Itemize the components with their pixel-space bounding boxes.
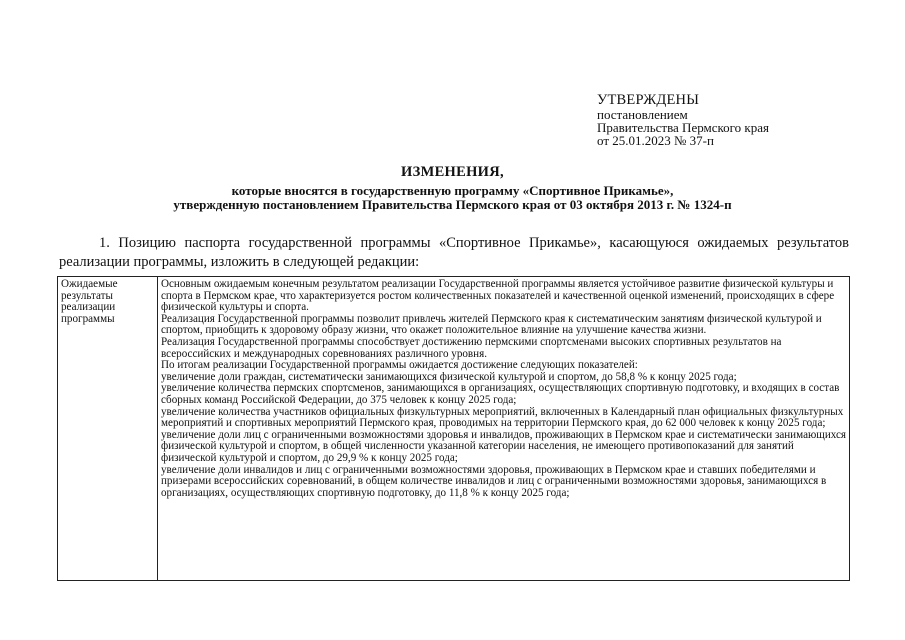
intro-paragraph-line-1: 1. Позицию паспорта государственной программы «Спортивное Прикамье», касающуюся ожидаемых результатов [99, 235, 849, 251]
intro-paragraph-line-2: реализации программы, изложить в следующей редакции: [59, 254, 420, 270]
content-paragraph: увеличение доли граждан, систематически занимающихся физической культурой и спортом, до 58,8 % к концу 2025 года; [161, 370, 737, 383]
row-label-line: результаты [61, 289, 113, 302]
document-heading: ИЗМЕНЕНИЯ, [401, 164, 504, 180]
content-paragraph: увеличение количества участников официальных физкультурных мероприятий, включенных в Календарный план официальных физкультурных мероприятий и спортивных мероприятий Пермского края, проводимых на территории Пермского края, до 62 000 человек к концу 2025 года; [161, 405, 844, 430]
content-paragraph: увеличение доли инвалидов и лиц с ограниченными возможностями здоровья, проживающих в Пермском крае и ставших победителями и призерами всероссийских соревнований, в общем количестве инвалидов и лиц с ограниченными возможностями здоровья, занимающихся в организациях, осуществляющих спортивную подготовку, до 11,8 % к концу 2025 года; [161, 463, 827, 499]
row-label-cell [58, 277, 158, 581]
row-label-line: программы [61, 312, 115, 325]
content-paragraph: Реализация Государственной программы позволит привлечь жителей Пермского края к систематическим занятиям физической культурой и спортом, приобщить к здоровому образу жизни, что окажет положительное влияние на улучшение качества жизни. [161, 312, 822, 337]
program-results-table [57, 276, 850, 581]
intro-paragraph [59, 234, 849, 272]
content-paragraph: увеличение количества пермских спортсменов, занимающихся в организациях, осуществляющих спортивную подготовку, и входящих в состав сборных команд Российской Федерации, до 375 человек к концу 2025 года; [161, 382, 840, 406]
approval-line-2: Правительства Пермского края [597, 120, 769, 135]
approval-stamp [597, 93, 769, 147]
row-label-line: Ожидаемые [61, 278, 118, 290]
content-paragraph: Основным ожидаемым конечным результатом реализации Государственной программы является устойчивое развитие физической культуры и спорта в Пермском крае, что характеризуется ростом количественных показателей и качественной оценкой изменений, происходящих в сфере физической культуры и спорта. [161, 278, 835, 314]
row-content-cell [158, 277, 850, 581]
table-row [58, 277, 850, 581]
content-paragraph: увеличение доли лиц с ограниченными возможностями здоровья и инвалидов, проживающих в Пермском крае и систематически занимающихся физической культурой и спортом, в общей численности указанной категории населения, не имеющего противопоказаний для занятий физической культурой и спортом, до 29,9 % к концу 2025 года; [161, 428, 847, 464]
document-subheading-2: утвержденную постановлением Правительства Пермского края от 03 октября 2013 г. № 1324-п [173, 197, 732, 212]
document-subheading-1: которые вносятся в государственную программу «Спортивное Прикамье», [231, 183, 674, 198]
content-paragraph: Реализация Государственной программы способствует достижению пермскими спортсменами высоких спортивных результатов на всероссийских и международных соревнованиях различного уровня. [161, 335, 782, 360]
approval-line-3: от 25.01.2023 № 37-п [597, 133, 714, 148]
approval-title: УТВЕРЖДЕНЫ [597, 92, 700, 108]
row-label-line: реализации [61, 301, 116, 314]
approval-line-1: постановлением [597, 107, 688, 122]
content-paragraph: По итогам реализации Государственной программы ожидается достижение следующих показателей: [161, 359, 638, 372]
